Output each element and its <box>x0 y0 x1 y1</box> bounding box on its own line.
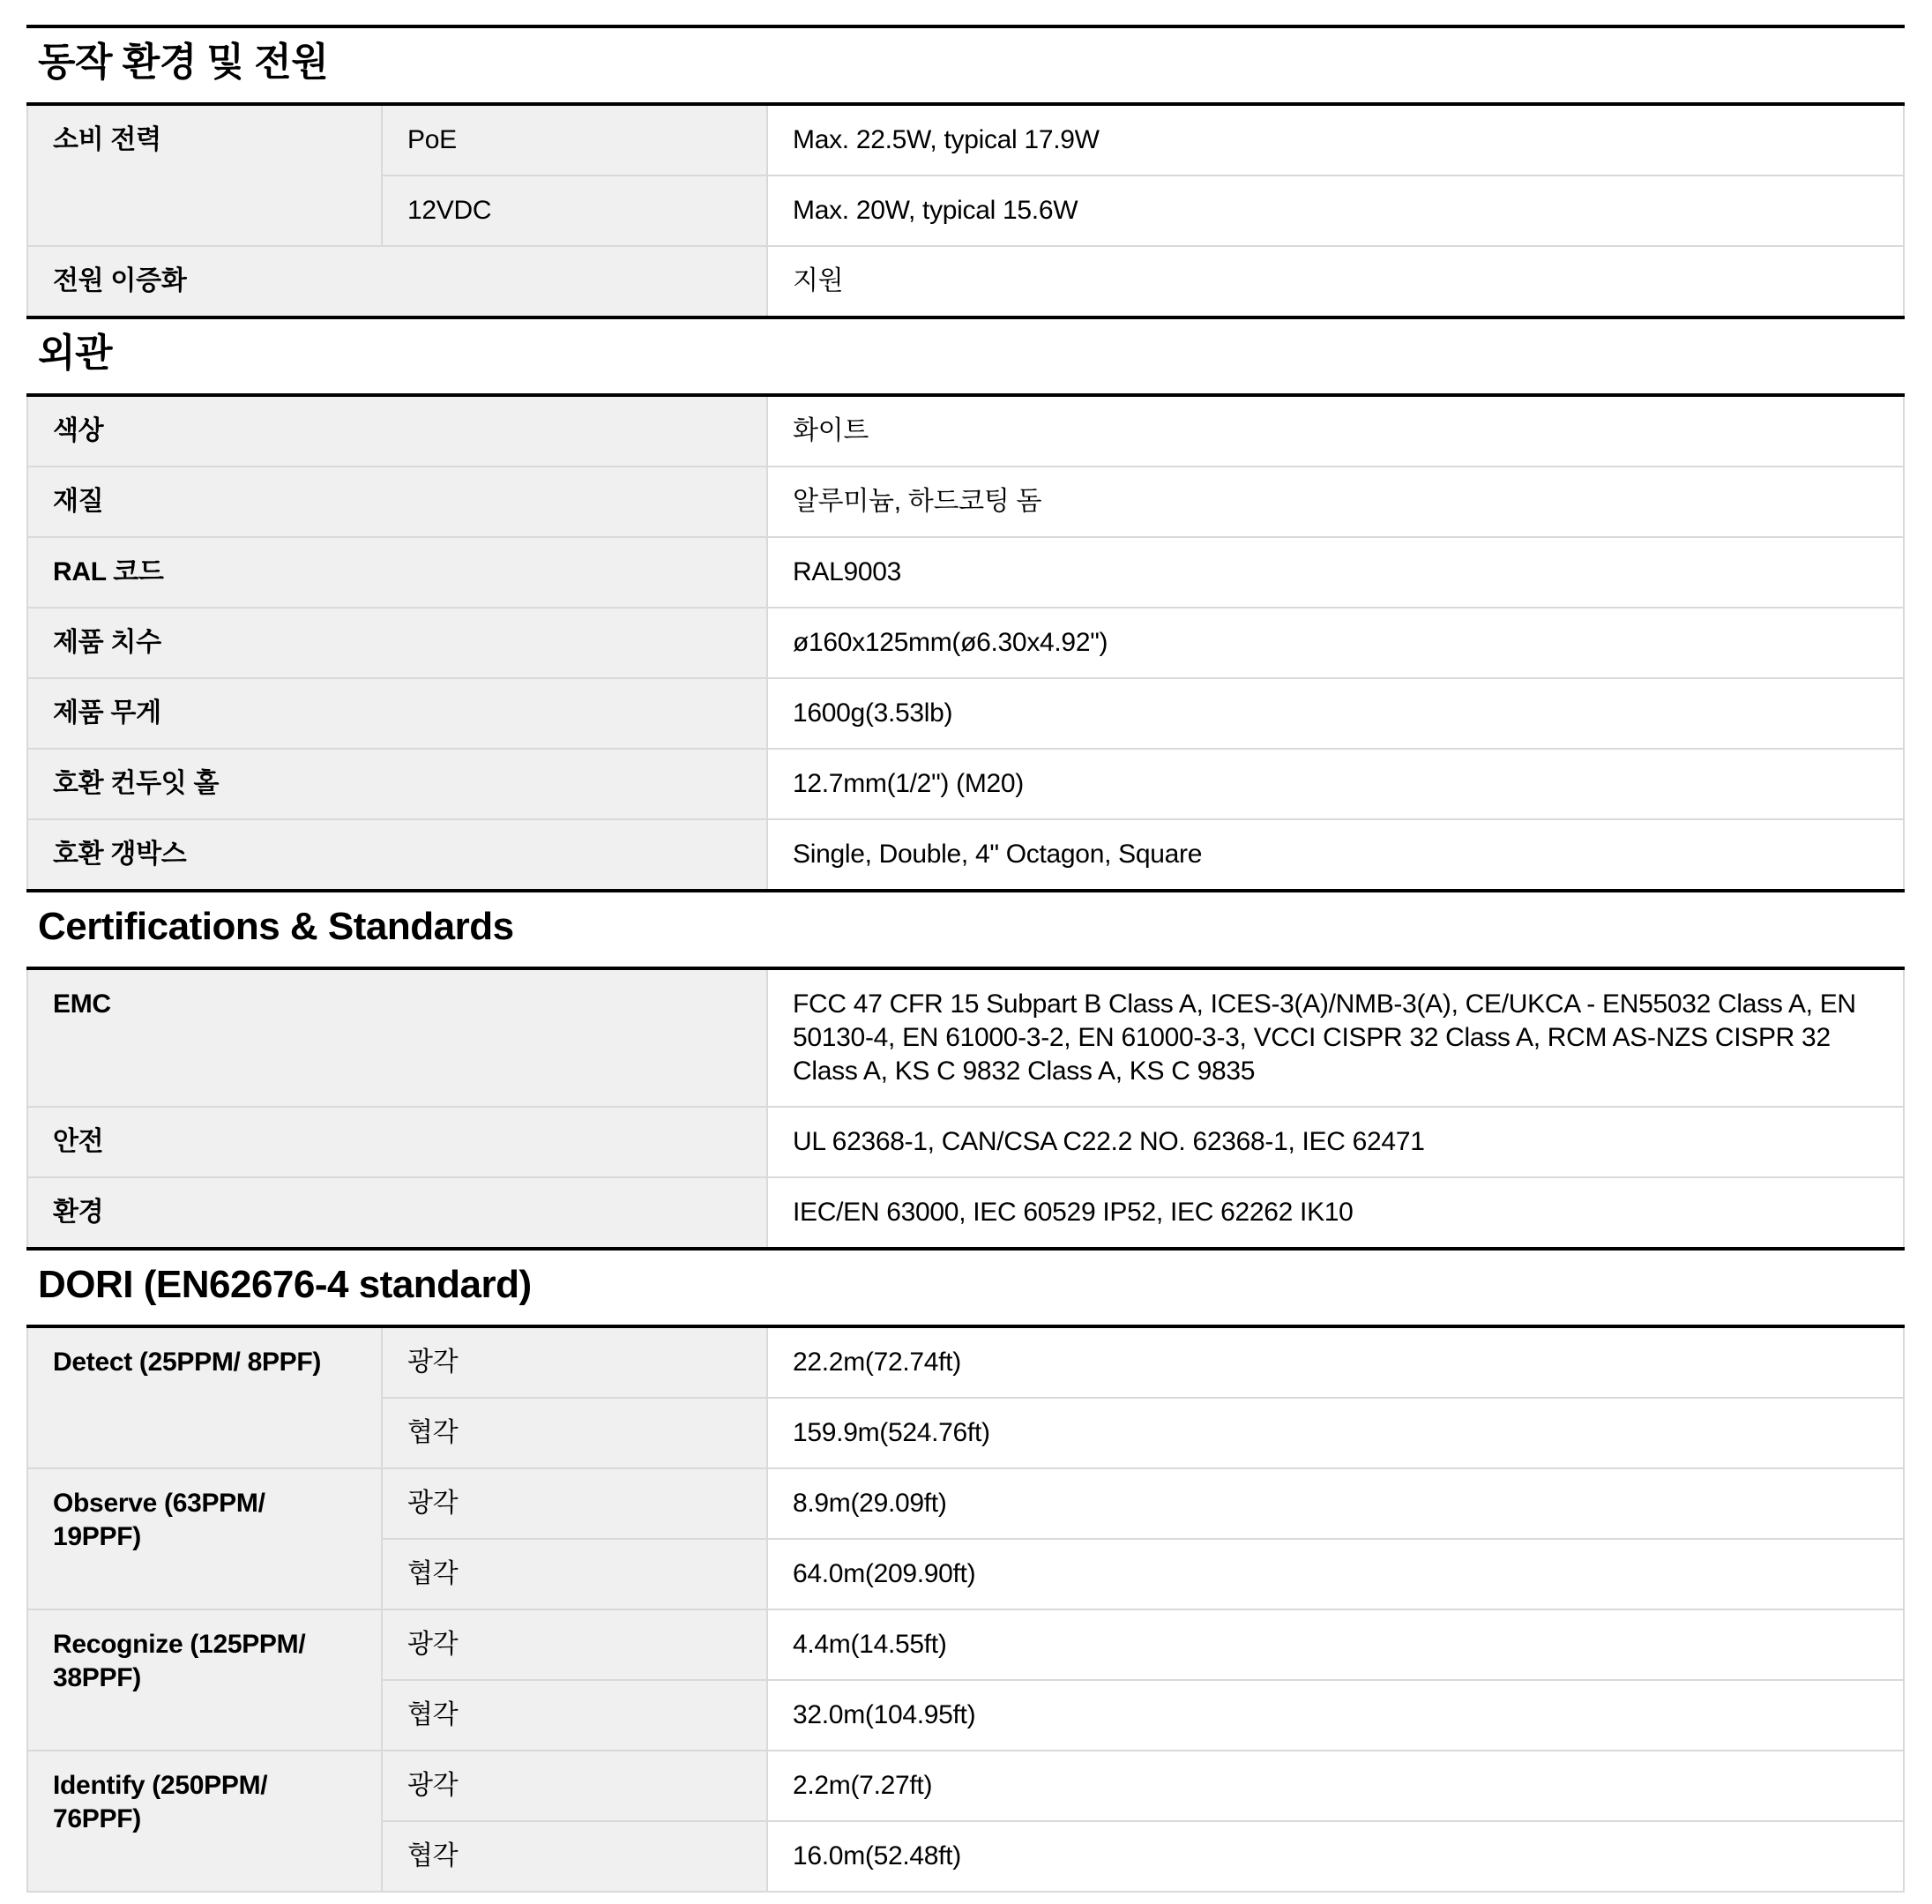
section-title-appearance: 외관 <box>38 332 113 375</box>
spec-label-safety: 안전 <box>27 1107 767 1177</box>
spec-sublabel-observe-wide: 광각 <box>382 1468 767 1539</box>
spec-sublabel-recognize-tele: 협각 <box>382 1680 767 1751</box>
spec-label-conduit-hole: 호환 컨두잇 홀 <box>27 749 767 819</box>
spec-label-observe: Observe (63PPM/ 19PPF) <box>27 1468 382 1609</box>
table-row <box>27 1468 1904 1539</box>
table-row <box>27 819 1904 891</box>
section-title-dori: DORI (EN62676-4 standard) <box>38 1263 532 1306</box>
spec-label-dimensions: 제품 치수 <box>27 608 767 678</box>
spec-sublabel-recognize-wide: 광각 <box>382 1609 767 1680</box>
page-top-divider <box>26 25 1905 28</box>
table-row <box>27 749 1904 819</box>
spec-sublabel-detect-tele: 협각 <box>382 1398 767 1468</box>
spec-value-environment: IEC/EN 63000, IEC 60529 IP52, IEC 62262 IK10 <box>767 1177 1904 1249</box>
spec-label-weight: 제품 무게 <box>27 678 767 749</box>
spec-label-material: 재질 <box>27 467 767 537</box>
spec-value-weight: 1600g(3.53lb) <box>767 678 1904 749</box>
table-row <box>27 1177 1904 1249</box>
spec-value-conduit-hole: 12.7mm(1/2") (M20) <box>767 749 1904 819</box>
spec-value-12vdc: Max. 20W, typical 15.6W <box>767 175 1904 246</box>
table-row <box>27 395 1904 467</box>
table-row <box>27 608 1904 678</box>
spec-value-identify-tele: 16.0m(52.48ft) <box>767 1821 1904 1892</box>
spec-value-ral-code: RAL9003 <box>767 537 1904 608</box>
spec-value-emc: FCC 47 CFR 15 Subpart B Class A, ICES-3(A)/NMB-3(A), CE/UKCA - EN55032 Class A, EN 50130-4, EN 61000-3-2, EN 61000-3-3, VCCI CISPR 32 Class A, RCM AS-NZS CISPR 32 Class A, KS C 9832 Class A, KS C 9835 <box>767 968 1904 1107</box>
table-row <box>27 104 1904 175</box>
spec-sublabel-12vdc: 12VDC <box>382 175 767 246</box>
table-row <box>27 467 1904 537</box>
spec-label-gang-box: 호환 갱박스 <box>27 819 767 891</box>
certifications-spec-table <box>26 967 1905 1251</box>
spec-value-gang-box: Single, Double, 4" Octagon, Square <box>767 819 1904 891</box>
spec-label-power-consumption: 소비 전력 <box>27 104 382 246</box>
table-row <box>27 1751 1904 1821</box>
spec-value-safety: UL 62368-1, CAN/CSA C22.2 NO. 62368-1, IEC 62471 <box>767 1107 1904 1177</box>
spec-value-color: 화이트 <box>767 395 1904 467</box>
spec-value-detect-tele: 159.9m(524.76ft) <box>767 1398 1904 1468</box>
power-spec-table <box>26 102 1905 319</box>
spec-label-detect: Detect (25PPM/ 8PPF) <box>27 1326 382 1468</box>
spec-label-environment: 환경 <box>27 1177 767 1249</box>
table-row <box>27 537 1904 608</box>
spec-value-observe-wide: 8.9m(29.09ft) <box>767 1468 1904 1539</box>
spec-label-recognize: Recognize (125PPM/ 38PPF) <box>27 1609 382 1751</box>
table-row <box>27 1107 1904 1177</box>
spec-value-recognize-tele: 32.0m(104.95ft) <box>767 1680 1904 1751</box>
section-appearance <box>26 332 1905 892</box>
spec-label-identify: Identify (250PPM/ 76PPF) <box>27 1751 382 1892</box>
appearance-spec-table <box>26 393 1905 892</box>
spec-value-identify-wide: 2.2m(7.27ft) <box>767 1751 1904 1821</box>
spec-sublabel-observe-tele: 협각 <box>382 1539 767 1609</box>
spec-sublabel-detect-wide: 광각 <box>382 1326 767 1398</box>
section-title-power: 동작 환경 및 전원 <box>38 41 329 84</box>
spec-label-color: 색상 <box>27 395 767 467</box>
spec-value-poe: Max. 22.5W, typical 17.9W <box>767 104 1904 175</box>
section-power <box>26 41 1905 319</box>
table-row <box>27 1326 1904 1398</box>
spec-value-recognize-wide: 4.4m(14.55ft) <box>767 1609 1904 1680</box>
spec-sublabel-identify-tele: 협각 <box>382 1821 767 1892</box>
spec-value-material: 알루미늄, 하드코팅 돔 <box>767 467 1904 537</box>
table-row <box>27 678 1904 749</box>
spec-value-observe-tele: 64.0m(209.90ft) <box>767 1539 1904 1609</box>
spec-sublabel-identify-wide: 광각 <box>382 1751 767 1821</box>
table-row <box>27 246 1904 317</box>
spec-label-emc: EMC <box>27 968 767 1107</box>
spec-value-dimensions: ø160x125mm(ø6.30x4.92") <box>767 608 1904 678</box>
spec-value-detect-wide: 22.2m(72.74ft) <box>767 1326 1904 1398</box>
spec-label-power-redundancy: 전원 이증화 <box>27 246 767 317</box>
table-row <box>27 1609 1904 1680</box>
spec-sublabel-poe: PoE <box>382 104 767 175</box>
section-title-certifications: Certifications & Standards <box>38 905 514 948</box>
spec-value-power-redundancy: 지원 <box>767 246 1904 317</box>
section-certifications <box>26 905 1905 1251</box>
table-row <box>27 968 1904 1107</box>
dori-spec-table <box>26 1325 1905 1893</box>
spec-label-ral-code: RAL 코드 <box>27 537 767 608</box>
section-dori <box>26 1263 1905 1893</box>
